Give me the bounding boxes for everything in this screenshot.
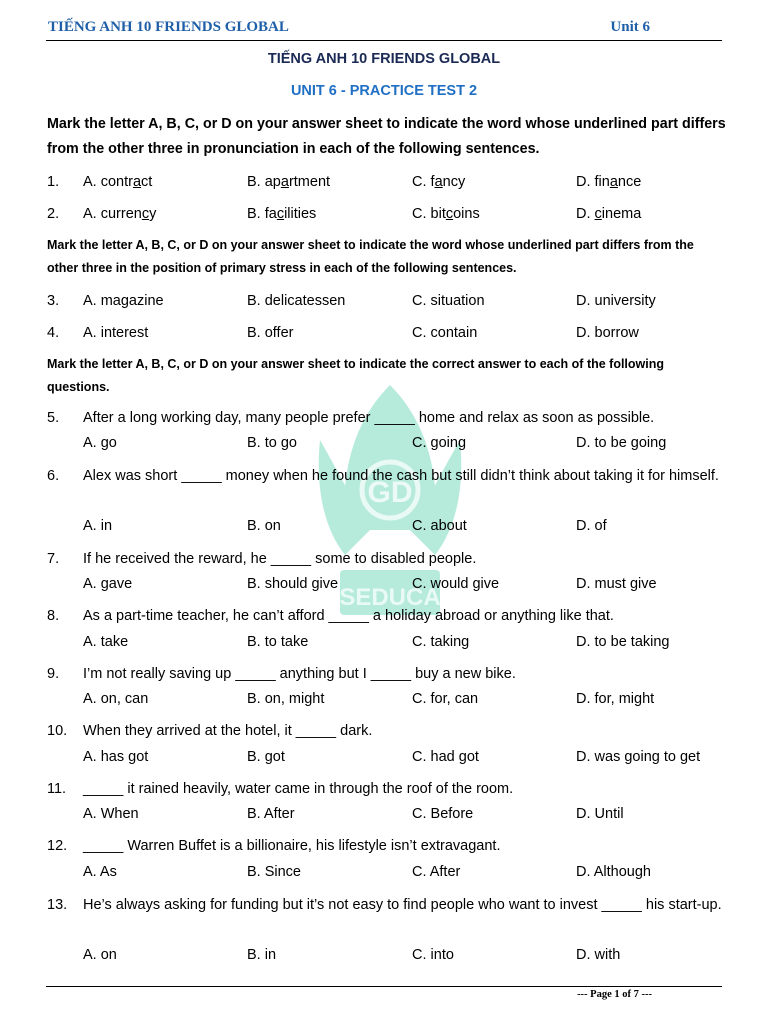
option-b[interactable]: B. offer [247,325,294,341]
question-options [47,861,727,883]
question-text: As a part-time teacher, he can’t afford _____ a holiday abroad or anything like that. [83,608,614,624]
option-a[interactable]: A. go [83,435,117,451]
svg-text:SEDUCA: SEDUCA [339,584,441,611]
svg-text:GD: GD [367,476,413,509]
header-unit: Unit 6 [610,19,650,35]
option-d[interactable]: D. to be going [576,435,667,451]
question-number: 8. [47,608,60,624]
question-number: 10. [47,723,68,739]
option-d[interactable]: D. Although [576,864,651,880]
option-b[interactable]: B. delicatessen [247,293,346,309]
option-a[interactable]: A. has got [83,749,149,765]
option-a[interactable]: A. As [83,864,117,880]
header-title: TIẾNG ANH 10 FRIENDS GLOBAL [48,19,289,35]
option-c[interactable]: C. fancy [412,174,466,190]
option-a[interactable]: A. take [83,634,129,650]
option-d[interactable]: D. university [576,293,656,309]
option-d[interactable]: D. to be taking [576,634,670,650]
option-b[interactable]: B. to take [247,634,309,650]
footer-divider [46,986,722,987]
question-number: 3. [47,293,60,309]
question-options [47,803,727,825]
question-text: _____ Warren Buffet is a billionaire, his lifestyle isn’t extravagant. [83,838,501,854]
option-d[interactable]: D. borrow [576,325,639,341]
question-row-4 [47,322,727,344]
option-c[interactable]: C. situation [412,293,485,309]
option-d[interactable]: D. with [576,947,621,963]
option-a[interactable]: A. When [83,806,139,822]
page-subtitle: UNIT 6 - PRACTICE TEST 2 [290,83,478,99]
question-text: _____ it rained heavily, water came in through the roof of the room. [83,781,514,797]
option-c[interactable]: C. After [412,864,461,880]
option-b[interactable]: B. apartment [247,174,331,190]
question-options [47,944,727,966]
option-d[interactable]: D. for, might [576,691,655,707]
option-a[interactable]: A. gave [83,576,133,592]
instruction-pronunciation: Mark the letter A, B, C, or D on your answer sheet to indicate the word whose underlined part differs from the other three in pronunciation in each of the following sentences. [47,116,726,157]
question-number: 6. [47,468,60,484]
question-number: 13. [47,897,68,913]
question-text: He’s always asking for funding but it’s not easy to find people who want to invest _____ his start-up. [83,897,722,913]
option-d[interactable]: D. cinema [576,206,642,222]
instruction-stress: Mark the letter A, B, C, or D on your answer sheet to indicate the word whose underlined part differs from the other three in the position of primary stress in each of the following sentences. [47,238,694,275]
option-a[interactable]: A. contract [83,174,153,190]
option-d[interactable]: D. was going to get [576,749,701,765]
option-d[interactable]: D. Until [576,806,624,822]
instruction-questions: Mark the letter A, B, C, or D on your answer sheet to indicate the correct answer to each of the following questions. [47,357,665,394]
question-options [47,573,727,595]
option-d[interactable]: D. must give [576,576,657,592]
page-title: TIẾNG ANH 10 FRIENDS GLOBAL [267,51,501,67]
option-a[interactable]: A. on, can [83,691,149,707]
question-text: I’m not really saving up _____ anything but I _____ buy a new bike. [83,666,516,682]
question-number: 7. [47,551,60,567]
question-row-2 [47,203,727,225]
option-c[interactable]: C. would give [412,576,500,592]
option-c[interactable]: C. into [412,947,454,963]
option-b[interactable]: B. Since [247,864,301,880]
question-text: Alex was short _____ money when he found the cash but still didn’t think about taking it for himself. [83,468,719,484]
option-c[interactable]: C. had got [412,749,479,765]
option-d[interactable]: D. of [576,518,607,534]
option-a[interactable]: A. currency [83,206,157,222]
option-c[interactable]: C. about [412,518,467,534]
option-b[interactable]: B. on, might [247,691,325,707]
question-options [47,688,727,710]
question-options [47,432,727,454]
question-options [47,515,727,537]
option-b[interactable]: B. facilities [247,206,317,222]
question-number: 9. [47,666,60,682]
option-b[interactable]: B. After [247,806,295,822]
option-d[interactable]: D. finance [576,174,642,190]
question-row-1 [47,171,727,193]
question-number: 2. [47,206,60,222]
option-a[interactable]: A. on [83,947,117,963]
option-c[interactable]: C. taking [412,634,470,650]
option-b[interactable]: B. got [247,749,285,765]
question-number: 12. [47,838,68,854]
question-number: 4. [47,325,60,341]
page-header [46,18,722,41]
option-c[interactable]: C. going [412,435,467,451]
option-c[interactable]: C. for, can [412,691,479,707]
option-b[interactable]: B. in [247,947,277,963]
question-options [47,631,727,653]
question-row-3 [47,290,727,312]
option-c[interactable]: C. contain [412,325,478,341]
option-a[interactable]: A. interest [83,325,149,341]
question-text: After a long working day, many people prefer _____ home and relax as soon as possible. [83,410,655,426]
option-b[interactable]: B. on [247,518,281,534]
option-b[interactable]: B. to go [247,435,297,451]
option-a[interactable]: A. magazine [83,293,164,309]
question-text: If he received the reward, he _____ some to disabled people. [83,551,477,567]
question-options [47,746,727,768]
question-number: 11. [47,781,67,797]
option-c[interactable]: C. Before [412,806,474,822]
option-b[interactable]: B. should give [247,576,339,592]
option-c[interactable]: C. bitcoins [412,206,480,222]
page-number: --- Page 1 of 7 --- [577,989,652,1000]
option-a[interactable]: A. in [83,518,113,534]
question-number: 5. [47,410,60,426]
question-text: When they arrived at the hotel, it _____ dark. [83,723,373,739]
question-number: 1. [47,174,60,190]
